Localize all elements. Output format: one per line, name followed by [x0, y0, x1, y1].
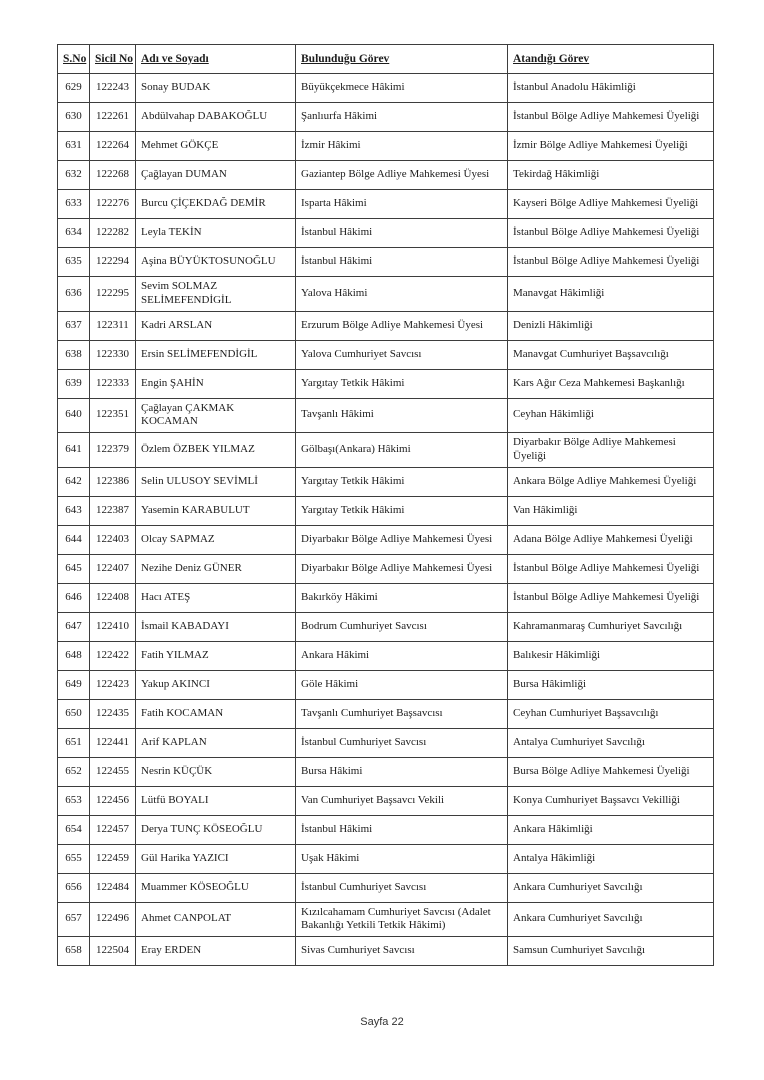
cell-current-post: Gaziantep Bölge Adliye Mahkemesi Üyesi	[296, 161, 508, 190]
cell-new-post: Kayseri Bölge Adliye Mahkemesi Üyeliği	[508, 190, 714, 219]
cell-new-post: Samsun Cumhuriyet Savcılığı	[508, 937, 714, 966]
cell-current-post: Göle Hâkimi	[296, 670, 508, 699]
column-header-new-post: Atandığı Görev	[508, 45, 714, 74]
cell-new-post: Tekirdağ Hâkimliği	[508, 161, 714, 190]
cell-current-post: Sivas Cumhuriyet Savcısı	[296, 937, 508, 966]
cell-new-post: İstanbul Bölge Adliye Mahkemesi Üyeliği	[508, 103, 714, 132]
cell-name: Sevim SOLMAZ SELİMEFENDİGİL	[136, 277, 296, 312]
cell-name: Kadri ARSLAN	[136, 311, 296, 340]
cell-sno: 631	[58, 132, 90, 161]
cell-sno: 654	[58, 815, 90, 844]
cell-sicil-no: 122456	[90, 786, 136, 815]
cell-name: Olcay SAPMAZ	[136, 525, 296, 554]
cell-sicil-no: 122496	[90, 902, 136, 937]
cell-current-post: İstanbul Cumhuriyet Savcısı	[296, 873, 508, 902]
cell-sno: 638	[58, 340, 90, 369]
cell-new-post: Konya Cumhuriyet Başsavcı Vekilliği	[508, 786, 714, 815]
cell-name: Abdülvahap DABAKOĞLU	[136, 103, 296, 132]
cell-sno: 650	[58, 699, 90, 728]
cell-sicil-no: 122261	[90, 103, 136, 132]
cell-name: Fatih YILMAZ	[136, 641, 296, 670]
cell-sicil-no: 122333	[90, 369, 136, 398]
cell-new-post: Antalya Hâkimliği	[508, 844, 714, 873]
cell-sicil-no: 122276	[90, 190, 136, 219]
cell-sno: 645	[58, 554, 90, 583]
cell-current-post: İstanbul Hâkimi	[296, 219, 508, 248]
cell-name: Yasemin KARABULUT	[136, 496, 296, 525]
table-row	[58, 902, 714, 937]
cell-new-post: Ankara Cumhuriyet Savcılığı	[508, 873, 714, 902]
cell-sicil-no: 122268	[90, 161, 136, 190]
cell-new-post: Ankara Hâkimliği	[508, 815, 714, 844]
cell-sicil-no: 122441	[90, 728, 136, 757]
cell-sicil-no: 122407	[90, 554, 136, 583]
column-header-sno: S.No	[58, 45, 90, 74]
cell-sno: 633	[58, 190, 90, 219]
cell-sicil-no: 122386	[90, 467, 136, 496]
cell-current-post: Kızılcahamam Cumhuriyet Savcısı (Adalet Bakanlığı Yetkili Tetkik Hâkimi)	[296, 902, 508, 937]
table-row	[58, 311, 714, 340]
table-row	[58, 248, 714, 277]
cell-new-post: Ceyhan Hâkimliği	[508, 398, 714, 433]
cell-name: Çağlayan ÇAKMAK KOCAMAN	[136, 398, 296, 433]
cell-name: Leyla TEKİN	[136, 219, 296, 248]
cell-name: Derya TUNÇ KÖSEOĞLU	[136, 815, 296, 844]
cell-current-post: Ankara Hâkimi	[296, 641, 508, 670]
table-row	[58, 103, 714, 132]
cell-sno: 657	[58, 902, 90, 937]
cell-name: Lütfü BOYALI	[136, 786, 296, 815]
cell-sno: 646	[58, 583, 90, 612]
cell-current-post: İstanbul Hâkimi	[296, 815, 508, 844]
cell-new-post: Ceyhan Cumhuriyet Başsavcılığı	[508, 699, 714, 728]
cell-sno: 643	[58, 496, 90, 525]
cell-name: Aşina BÜYÜKTOSUNOĞLU	[136, 248, 296, 277]
table-row	[58, 583, 714, 612]
cell-sicil-no: 122459	[90, 844, 136, 873]
cell-sno: 651	[58, 728, 90, 757]
cell-current-post: Yargıtay Tetkik Hâkimi	[296, 369, 508, 398]
table-row	[58, 670, 714, 699]
cell-sno: 656	[58, 873, 90, 902]
page-number: Sayfa 22	[360, 1016, 404, 1028]
cell-sicil-no: 122311	[90, 311, 136, 340]
table-row	[58, 641, 714, 670]
cell-new-post: İstanbul Bölge Adliye Mahkemesi Üyeliği	[508, 554, 714, 583]
cell-current-post: Bakırköy Hâkimi	[296, 583, 508, 612]
cell-sicil-no: 122379	[90, 433, 136, 468]
cell-sicil-no: 122484	[90, 873, 136, 902]
cell-new-post: Ankara Bölge Adliye Mahkemesi Üyeliği	[508, 467, 714, 496]
cell-sicil-no: 122295	[90, 277, 136, 312]
table-row	[58, 786, 714, 815]
cell-sicil-no: 122403	[90, 525, 136, 554]
cell-name: Eray ERDEN	[136, 937, 296, 966]
cell-new-post: Van Hâkimliği	[508, 496, 714, 525]
cell-current-post: Uşak Hâkimi	[296, 844, 508, 873]
cell-sicil-no: 122294	[90, 248, 136, 277]
cell-sicil-no: 122423	[90, 670, 136, 699]
cell-name: Nesrin KÜÇÜK	[136, 757, 296, 786]
table-row	[58, 190, 714, 219]
cell-sno: 635	[58, 248, 90, 277]
cell-sno: 644	[58, 525, 90, 554]
cell-name: Ahmet CANPOLAT	[136, 902, 296, 937]
cell-new-post: Bursa Bölge Adliye Mahkemesi Üyeliği	[508, 757, 714, 786]
cell-new-post: Bursa Hâkimliği	[508, 670, 714, 699]
cell-sno: 632	[58, 161, 90, 190]
cell-sicil-no: 122435	[90, 699, 136, 728]
cell-sicil-no: 122455	[90, 757, 136, 786]
table-row	[58, 525, 714, 554]
cell-name: Muammer KÖSEOĞLU	[136, 873, 296, 902]
cell-sicil-no: 122408	[90, 583, 136, 612]
column-header-name: Adı ve Soyadı	[136, 45, 296, 74]
cell-sicil-no: 122387	[90, 496, 136, 525]
cell-sno: 655	[58, 844, 90, 873]
cell-current-post: Diyarbakır Bölge Adliye Mahkemesi Üyesi	[296, 554, 508, 583]
cell-sno: 658	[58, 937, 90, 966]
cell-new-post: İstanbul Bölge Adliye Mahkemesi Üyeliği	[508, 583, 714, 612]
cell-sicil-no: 122504	[90, 937, 136, 966]
cell-current-post: Erzurum Bölge Adliye Mahkemesi Üyesi	[296, 311, 508, 340]
table-row	[58, 873, 714, 902]
cell-current-post: Isparta Hâkimi	[296, 190, 508, 219]
cell-name: Gül Harika YAZICI	[136, 844, 296, 873]
cell-sicil-no: 122351	[90, 398, 136, 433]
cell-current-post: Yalova Hâkimi	[296, 277, 508, 312]
cell-name: Sonay BUDAK	[136, 74, 296, 103]
table-row	[58, 844, 714, 873]
cell-sno: 640	[58, 398, 90, 433]
cell-new-post: Antalya Cumhuriyet Savcılığı	[508, 728, 714, 757]
table-body	[58, 74, 714, 966]
table-row	[58, 340, 714, 369]
table-row	[58, 728, 714, 757]
cell-name: Özlem ÖZBEK YILMAZ	[136, 433, 296, 468]
cell-sicil-no: 122282	[90, 219, 136, 248]
cell-sicil-no: 122457	[90, 815, 136, 844]
table-row	[58, 757, 714, 786]
cell-sno: 629	[58, 74, 90, 103]
cell-current-post: Bodrum Cumhuriyet Savcısı	[296, 612, 508, 641]
cell-name: Selin ULUSOY SEVİMLİ	[136, 467, 296, 496]
judicial-assignment-table	[57, 44, 714, 966]
cell-current-post: Tavşanlı Cumhuriyet Başsavcısı	[296, 699, 508, 728]
table-row	[58, 699, 714, 728]
cell-sno: 637	[58, 311, 90, 340]
cell-new-post: Diyarbakır Bölge Adliye Mahkemesi Üyeliği	[508, 433, 714, 468]
cell-current-post: Yargıtay Tetkik Hâkimi	[296, 496, 508, 525]
cell-name: Nezihe Deniz GÜNER	[136, 554, 296, 583]
cell-name: Yakup AKINCI	[136, 670, 296, 699]
cell-name: Engin ŞAHİN	[136, 369, 296, 398]
table-row	[58, 433, 714, 468]
cell-name: Hacı ATEŞ	[136, 583, 296, 612]
table-row	[58, 398, 714, 433]
cell-sno: 641	[58, 433, 90, 468]
cell-sicil-no: 122422	[90, 641, 136, 670]
cell-name: Arif KAPLAN	[136, 728, 296, 757]
cell-name: Çağlayan DUMAN	[136, 161, 296, 190]
cell-current-post: Yalova Cumhuriyet Savcısı	[296, 340, 508, 369]
table-row	[58, 937, 714, 966]
table-row	[58, 74, 714, 103]
table-row	[58, 132, 714, 161]
cell-name: Burcu ÇİÇEKDAĞ DEMİR	[136, 190, 296, 219]
cell-new-post: Kars Ağır Ceza Mahkemesi Başkanlığı	[508, 369, 714, 398]
cell-sno: 634	[58, 219, 90, 248]
cell-new-post: Kahramanmaraş Cumhuriyet Savcılığı	[508, 612, 714, 641]
cell-name: Mehmet GÖKÇE	[136, 132, 296, 161]
column-header-sicil-no: Sicil No	[90, 45, 136, 74]
table-header-row	[58, 45, 714, 74]
table-row	[58, 161, 714, 190]
cell-new-post: Manavgat Hâkimliği	[508, 277, 714, 312]
column-header-current-post: Bulunduğu Görev	[296, 45, 508, 74]
cell-sno: 652	[58, 757, 90, 786]
cell-current-post: İzmir Hâkimi	[296, 132, 508, 161]
cell-sicil-no: 122264	[90, 132, 136, 161]
table-row	[58, 815, 714, 844]
cell-new-post: Adana Bölge Adliye Mahkemesi Üyeliği	[508, 525, 714, 554]
cell-current-post: Van Cumhuriyet Başsavcı Vekili	[296, 786, 508, 815]
table-row	[58, 219, 714, 248]
cell-current-post: İstanbul Hâkimi	[296, 248, 508, 277]
cell-sicil-no: 122330	[90, 340, 136, 369]
cell-sno: 649	[58, 670, 90, 699]
cell-current-post: Yargıtay Tetkik Hâkimi	[296, 467, 508, 496]
cell-sno: 653	[58, 786, 90, 815]
cell-current-post: Şanlıurfa Hâkimi	[296, 103, 508, 132]
table-row	[58, 496, 714, 525]
cell-name: Ersin SELİMEFENDİGİL	[136, 340, 296, 369]
cell-new-post: Ankara Cumhuriyet Savcılığı	[508, 902, 714, 937]
cell-new-post: Denizli Hâkimliği	[508, 311, 714, 340]
table-row	[58, 277, 714, 312]
cell-new-post: İstanbul Bölge Adliye Mahkemesi Üyeliği	[508, 248, 714, 277]
cell-current-post: Tavşanlı Hâkimi	[296, 398, 508, 433]
cell-current-post: Büyükçekmece Hâkimi	[296, 74, 508, 103]
cell-name: İsmail KABADAYI	[136, 612, 296, 641]
table-row	[58, 369, 714, 398]
cell-current-post: Diyarbakır Bölge Adliye Mahkemesi Üyesi	[296, 525, 508, 554]
cell-sicil-no: 122243	[90, 74, 136, 103]
cell-new-post: İstanbul Bölge Adliye Mahkemesi Üyeliği	[508, 219, 714, 248]
cell-sicil-no: 122410	[90, 612, 136, 641]
table-row	[58, 554, 714, 583]
cell-sno: 642	[58, 467, 90, 496]
cell-current-post: Bursa Hâkimi	[296, 757, 508, 786]
cell-new-post: Balıkesir Hâkimliği	[508, 641, 714, 670]
cell-new-post: İzmir Bölge Adliye Mahkemesi Üyeliği	[508, 132, 714, 161]
table-row	[58, 467, 714, 496]
table-header	[58, 45, 714, 74]
cell-current-post: İstanbul Cumhuriyet Savcısı	[296, 728, 508, 757]
cell-current-post: Gölbaşı(Ankara) Hâkimi	[296, 433, 508, 468]
cell-sno: 636	[58, 277, 90, 312]
cell-new-post: İstanbul Anadolu Hâkimliği	[508, 74, 714, 103]
cell-sno: 639	[58, 369, 90, 398]
cell-sno: 630	[58, 103, 90, 132]
cell-sno: 647	[58, 612, 90, 641]
cell-new-post: Manavgat Cumhuriyet Başsavcılığı	[508, 340, 714, 369]
cell-sno: 648	[58, 641, 90, 670]
cell-name: Fatih KOCAMAN	[136, 699, 296, 728]
table-row	[58, 612, 714, 641]
